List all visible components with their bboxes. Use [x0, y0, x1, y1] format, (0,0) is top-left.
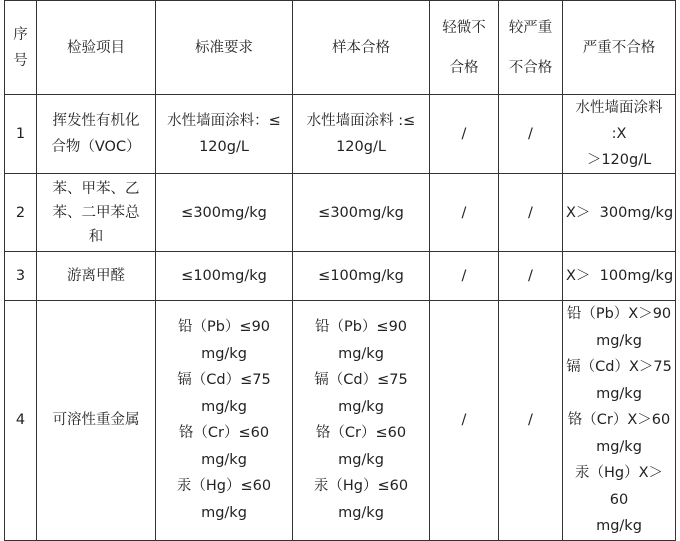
- cell-standard: [156, 95, 293, 174]
- header-pass: 样本合格: [293, 1, 430, 95]
- cell-serious: /: [499, 252, 563, 301]
- cell-line: ＞120g/L: [586, 152, 652, 168]
- cell-no: 1: [5, 95, 37, 174]
- cell-line: 水性墙面涂料：≤: [167, 113, 281, 129]
- cell-line: 苯、二甲苯总: [52, 204, 140, 221]
- cell-line: 合物（VOC）: [51, 139, 141, 155]
- cell-line: 铬（Cr）X＞60: [567, 412, 671, 428]
- cell-line: mg/kg: [596, 385, 642, 402]
- cell-line: 120g/L: [199, 139, 249, 155]
- header-item: 检验项目: [37, 1, 156, 95]
- header-no-line1: 序: [13, 26, 28, 43]
- cell-item: [37, 95, 156, 174]
- cell-pass: [293, 301, 430, 541]
- cell-line: 水性墙面涂料 :≤: [306, 113, 416, 129]
- cell-minor: /: [430, 252, 499, 301]
- header-no-line2: 号: [13, 52, 28, 69]
- cell-line: mg/kg: [338, 504, 384, 521]
- cell-standard: [156, 301, 293, 541]
- cell-no: 4: [5, 301, 37, 541]
- table-row: [5, 95, 676, 174]
- header-minor-line1: 轻微不: [442, 19, 486, 36]
- header-minor-line2: 合格: [449, 59, 479, 76]
- header-serious-line1: 较严重: [508, 19, 553, 36]
- cell-severe: X＞ 300mg/kg: [563, 174, 676, 252]
- cell-line: 铅（Pb）≤90: [314, 319, 408, 336]
- table-row: [5, 174, 676, 252]
- cell-severe: [563, 301, 676, 541]
- cell-minor: /: [430, 174, 499, 252]
- cell-line: 汞（Hg）≤60: [176, 478, 272, 495]
- header-serious-line2: 不合格: [508, 59, 553, 76]
- cell-severe: X＞ 100mg/kg: [563, 252, 676, 301]
- header-no: [5, 1, 37, 95]
- cell-line: 和: [88, 228, 104, 245]
- cell-line: 苯、甲苯、乙: [52, 180, 140, 197]
- cell-item: [37, 174, 156, 252]
- header-standard: 标准要求: [156, 1, 293, 95]
- cell-line: 铬（Cr）≤60: [178, 425, 270, 442]
- cell-line: 铬（Cr）≤60: [315, 425, 407, 442]
- cell-line: mg/kg: [596, 332, 642, 349]
- header-minor: [430, 1, 499, 95]
- cell-line: mg/kg: [201, 345, 247, 362]
- cell-line: 汞（Hg）X＞60: [574, 465, 664, 508]
- cell-line: 汞（Hg）≤60: [313, 478, 409, 495]
- cell-serious: /: [499, 95, 563, 174]
- cell-severe: [563, 95, 676, 174]
- cell-line: 水性墙面涂料 :X: [575, 100, 663, 142]
- cell-serious: /: [499, 301, 563, 541]
- cell-line: 挥发性有机化: [52, 113, 140, 129]
- cell-line: mg/kg: [596, 438, 642, 455]
- cell-standard: ≤100mg/kg: [156, 252, 293, 301]
- table-row: [5, 252, 676, 301]
- cell-minor: /: [430, 95, 499, 174]
- cell-minor: /: [430, 301, 499, 541]
- cell-line: 镉（Cd）≤75: [314, 372, 408, 389]
- header-severe: 严重不合格: [563, 1, 676, 95]
- cell-item: 游离甲醛: [37, 252, 156, 301]
- inspection-table: [4, 0, 676, 541]
- cell-line: mg/kg: [338, 345, 384, 362]
- cell-line: 铅（Pb）≤90: [177, 319, 271, 336]
- cell-line: mg/kg: [338, 451, 384, 468]
- table-row: [5, 301, 676, 541]
- cell-pass: ≤100mg/kg: [293, 252, 430, 301]
- header-row: [5, 1, 676, 95]
- cell-no: 3: [5, 252, 37, 301]
- cell-pass: [293, 95, 430, 174]
- cell-serious: /: [499, 174, 563, 252]
- cell-item: 可溶性重金属: [37, 301, 156, 541]
- cell-standard: ≤300mg/kg: [156, 174, 293, 252]
- cell-line: 镉（Cd）X＞75: [566, 359, 672, 375]
- header-serious: [499, 1, 563, 95]
- cell-line: 铅（Pb）X＞90: [566, 306, 672, 322]
- cell-line: mg/kg: [338, 398, 384, 415]
- cell-line: mg/kg: [201, 398, 247, 415]
- cell-line: mg/kg: [596, 518, 642, 534]
- cell-line: mg/kg: [201, 504, 247, 521]
- cell-line: 镉（Cd）≤75: [177, 372, 271, 389]
- cell-pass: ≤300mg/kg: [293, 174, 430, 252]
- cell-no: 2: [5, 174, 37, 252]
- cell-line: 120g/L: [336, 139, 386, 155]
- cell-line: mg/kg: [201, 451, 247, 468]
